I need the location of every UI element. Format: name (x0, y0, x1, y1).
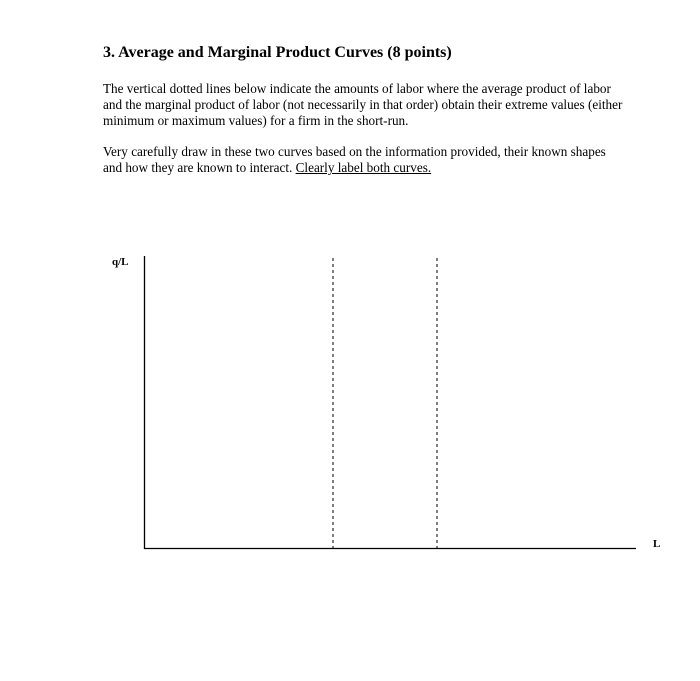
label-instruction: Clearly label both curves. (295, 160, 432, 175)
drawing-instructions-text: Very carefully draw in these two curves based on the information provided, their known shapes and how they are known to interact. (103, 144, 606, 175)
question-title: 3. Average and Marginal Product Curves (8 points) (103, 44, 452, 61)
y-axis-label: q/L (112, 256, 129, 268)
x-axis-label: L (653, 538, 661, 550)
question-instructions: The vertical dotted lines below indicate the amounts of labor where the average product of labor and the marginal product of labor (not necessarily in that order) obtain their extreme values (either minimum or maximum values) for a firm in the short-run. (103, 81, 623, 128)
